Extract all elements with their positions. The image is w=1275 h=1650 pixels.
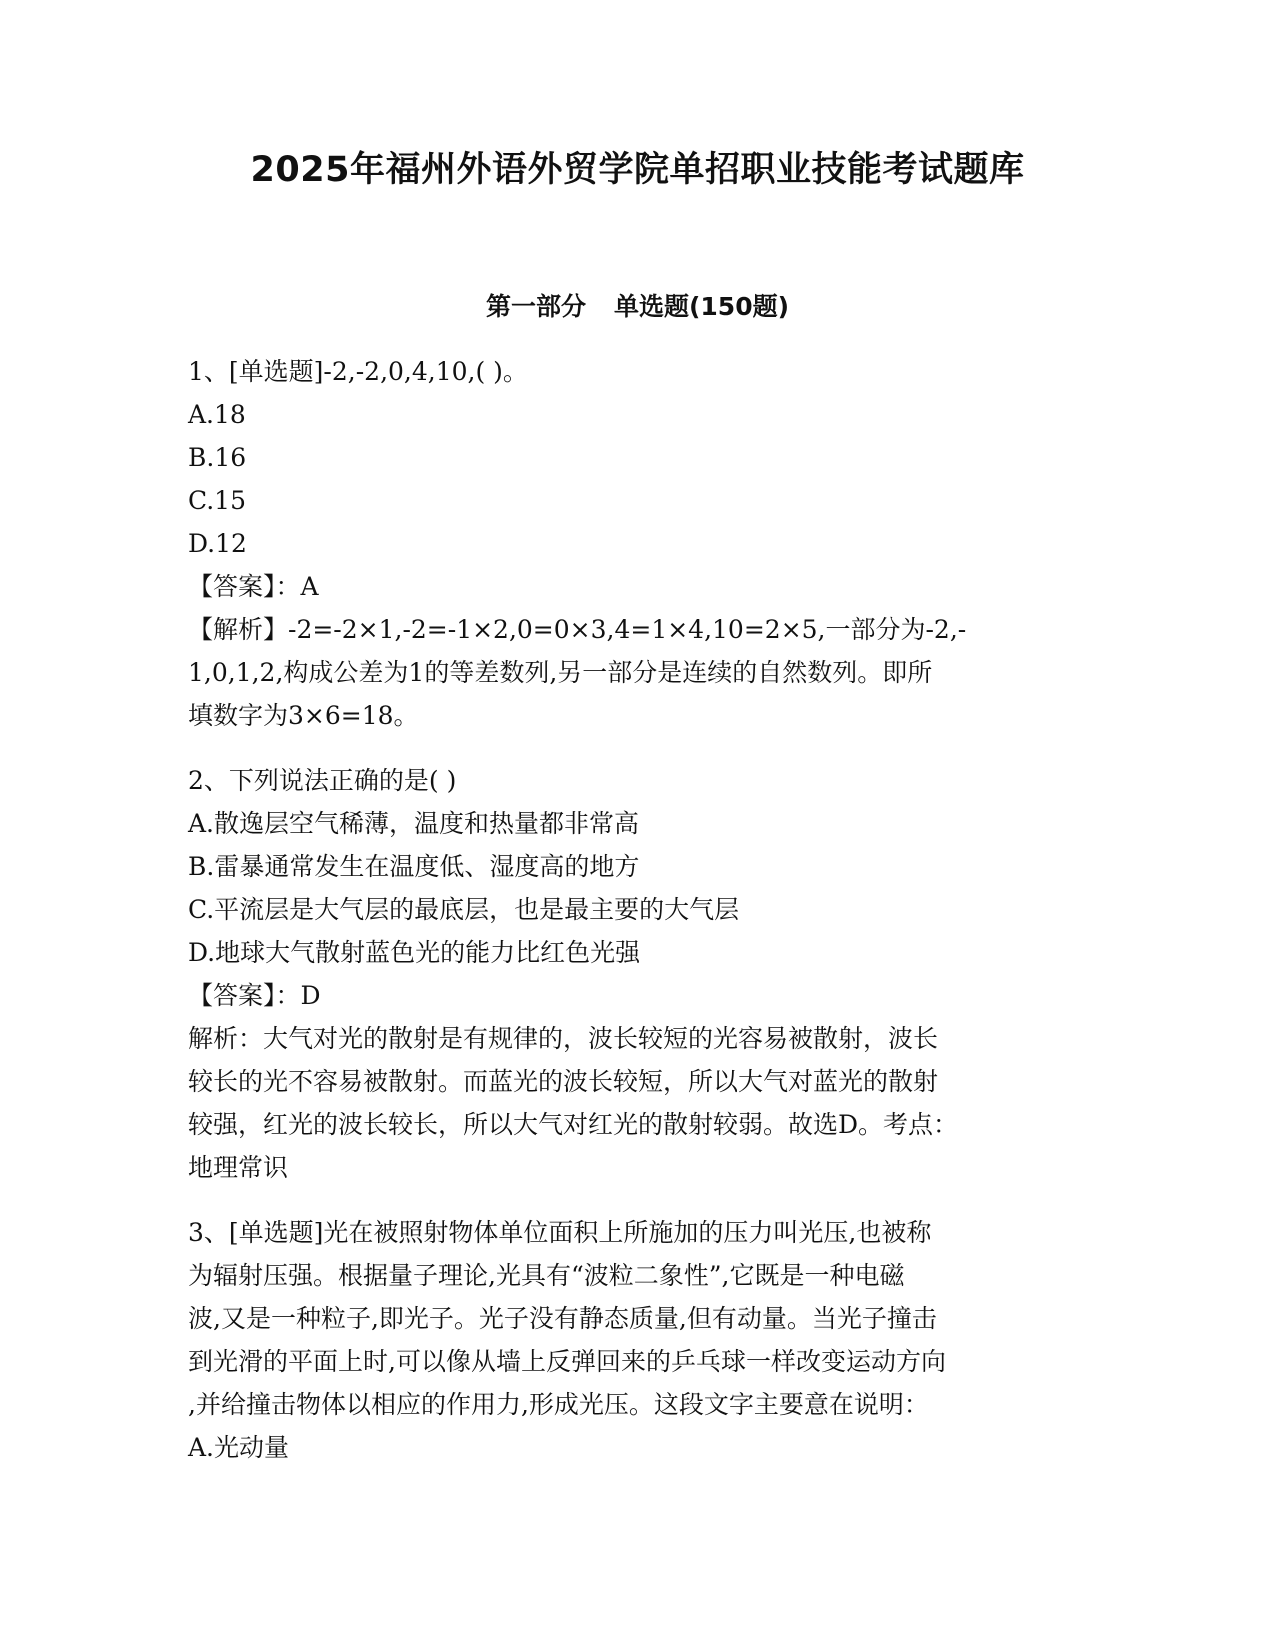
document-title: 2025年福州外语外贸学院单招职业技能考试题库 <box>250 150 1025 190</box>
question-2-option-d: D.地球大气散射蓝色光的能力比红色光强 <box>188 938 641 967</box>
question-1 <box>188 350 1078 737</box>
section-name: 单选题(150题) <box>613 292 790 321</box>
question-2-stem: 2、下列说法正确的是( ) <box>188 766 457 795</box>
section-prefix: 第一部分 <box>485 292 586 321</box>
section-title <box>0 290 1275 324</box>
question-2-explanation-line-2: 较长的光不容易被散射。而蓝光的波长较短，所以大气对蓝光的散射 <box>188 1067 939 1096</box>
question-2-option-a: A.散逸层空气稀薄，温度和热量都非常高 <box>188 809 640 838</box>
question-2-explanation-line-1: 解析：大气对光的散射是有规律的，波长较短的光容易被散射，波长 <box>188 1024 939 1053</box>
question-1-option-b: B.16 <box>188 443 247 472</box>
question-spacer <box>188 1189 1078 1211</box>
question-2-option-c: C.平流层是大气层的最底层，也是最主要的大气层 <box>188 895 740 924</box>
question-2-explanation-line-4: 地理常识 <box>188 1153 289 1182</box>
question-spacer <box>188 737 1078 759</box>
question-2-option-b: B.雷暴通常发生在温度低、湿度高的地方 <box>188 852 640 881</box>
question-2-explanation-line-3: 较强，红光的波长较长，所以大气对红光的散射较弱。故选D。考点： <box>188 1110 959 1139</box>
question-3-stem-line-4: 到光滑的平面上时,可以像从墙上反弹回来的乒乓球一样改变运动方向 <box>188 1347 946 1376</box>
question-1-explanation-line-1: 【解析】-2=-2×1,-2=-1×2,0=0×3,4=1×4,10=2×5,一部分为-2,- <box>188 615 967 644</box>
question-1-option-d: D.12 <box>188 529 247 558</box>
question-3-stem-line-5: ,并给撞击物体以相应的作用力,形成光压。这段文字主要意在说明： <box>188 1390 929 1419</box>
question-list <box>188 350 1078 1469</box>
question-3-stem-line-3: 波,又是一种粒子,即光子。光子没有静态质量,但有动量。当光子撞击 <box>188 1304 937 1333</box>
question-1-option-a: A.18 <box>188 400 246 429</box>
question-1-answer: 【答案】：A <box>188 572 319 601</box>
question-1-option-c: C.15 <box>188 486 246 515</box>
question-1-explanation-line-3: 填数字为3×6=18。 <box>188 701 419 730</box>
question-3-stem-line-2: 为辐射压强。根据量子理论,光具有“波粒二象性”,它既是一种电磁 <box>188 1261 905 1290</box>
question-3-option-a: A.光动量 <box>188 1433 290 1462</box>
question-3 <box>188 1211 1078 1469</box>
question-3-stem-line-1: 3、[单选题]光在被照射物体单位面积上所施加的压力叫光压,也被称 <box>188 1218 932 1247</box>
question-2 <box>188 759 1078 1189</box>
question-2-answer: 【答案】：D <box>188 981 321 1010</box>
question-1-stem: 1、[单选题]-2,-2,0,4,10,( )。 <box>188 357 528 386</box>
question-1-explanation-line-2: 1,0,1,2,构成公差为1的等差数列,另一部分是连续的自然数列。即所 <box>188 658 933 687</box>
